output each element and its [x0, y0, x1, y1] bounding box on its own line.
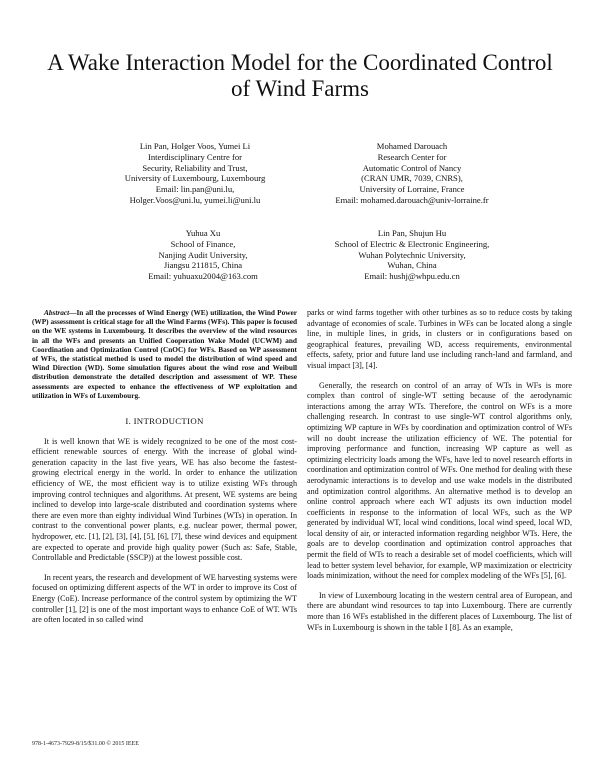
- abstract-text: —In all the processes of Wind Energy (WE) utilization, the Wind Power (WP) assessment is critical stage for all the Wind Farms (WFs). This paper is focused on the WE systems in Luxembourg. It describes the overview of the wind resources in all the WFs and presents an Unified Cooperation Wake Model (UCWM) and Coordination and Optimization Control (CnOC) for WFs. Based on WP assessment of WFs, the statistical method is used to model the distribution of wind speed and Wind Direction (WD). Some simulation figures about the wind rose and Weibull distribution demonstrate the detailed description and assessment of WP. These assessments are expected to enhance the effectiveness of WP exploitation and utilization in WFs of Luxembourg.: [32, 308, 297, 400]
- author-affiliation: University of Lorraine, France: [359, 184, 465, 195]
- section-heading: I. INTRODUCTION: [125, 416, 204, 427]
- author-affiliation: Wuhan Polytechnic University,: [358, 249, 466, 260]
- author-block-2: [312, 141, 512, 206]
- left-column: [32, 308, 297, 635]
- author-affiliation: Research Center for: [377, 151, 447, 162]
- author-affiliation: Security, Reliability and Trust,: [142, 162, 248, 173]
- author-affiliation: Wuhan, China: [387, 260, 437, 271]
- abstract: [32, 308, 297, 400]
- author-email: Email: lin.pan@uni.lu,: [155, 184, 235, 195]
- author-name: Yuhua Xu: [185, 228, 221, 238]
- paragraph: It is well known that WE is widely recognized to be one of the most cost-efficient renewable sources of energy. With the increase of global wind-generation capacity in the last five years, WE has also become the fastest-growing electrical energy in the world. In order to enhance the utilization efficiency of WE, the most efficient way is to utilize existing WFs through improving control techniques and algorithms. At present, WE systems are being inclined to develop into large-scale distributed and coordination systems where there are even more than eighty individual Wind Turbines (WTs) in operation. In contrast to the conventional power plants, e.g. nuclear power, thermal power, hydropower, etc. [1], [2], [3], [4], [5], [6], [7], these wind devices and equipment are expected to operate and provide high quality power (Such as: Safe, Stable, Controllable and Predictable (SSCP)) at the lowest possible cost.: [32, 436, 297, 563]
- author-affiliation: Nanjing Audit University,: [158, 249, 248, 260]
- author-email: Email: hushj@whpu.edu.cn: [364, 271, 460, 282]
- paragraph: Generally, the research on control of an array of WTs in WFs is more complex than control of single-WT setting because of the aerodynamic interactions among the array WTs. Therefore, the control on WFs is a more challenging research. In contrast to use single-WT control algorithms only, optimizing WP capture in WFs by coordination and optimization control of WFs will no doubt increase the utilization efficiency of WE. The potential for improving performance and function, increasing WP capture as well as optimizing electricity loads among the WFs, have led to novel research efforts in coordination and optimization control of WFs. One method for dealing with these aerodynamic interactions is to develop and use wake models in the distributed and optimization control algorithms. An alternative method is to develop an online control approach where each WT adjusts its own induction model coefficients in response to the information of local WFs, such as the WP generated by individual WT, local wind conditions, local wind speed, local WD, local density of air, or interacted information regarding neighbor WTs. Here, the goals are to develop coordination and optimization control approaches that permit the field of WTs to reach a desirable set of model coefficients, which will lead to better system level behavior, for example, WP maximization or electricity loads minimization, without the need for complex modeling of the WFs [5], [6].: [307, 380, 572, 581]
- right-column: [307, 308, 572, 642]
- abstract-lead: Abstract: [44, 308, 70, 317]
- author-block-3: [118, 228, 288, 282]
- author-name: Lin Pan, Shujun Hu: [377, 228, 447, 238]
- author-email: Holger.Voos@uni.lu, yumei.li@uni.lu: [129, 194, 261, 205]
- author-affiliation: University of Luxembourg, Luxembourg: [124, 173, 266, 184]
- author-affiliation: School of Electric & Electronic Engineering,: [334, 238, 490, 249]
- paragraph: In recent years, the research and development of WE harvesting systems were focused on optimizing different aspects of the WT in order to improve its Cost of Energy (CoE). Increase performance of the control system by optimizing the WT controller [1], [2] is one of the most important ways to enhance CoE of WT. WTs are often located in so called wind: [32, 572, 297, 625]
- paper-title: A Wake Interaction Model for the Coordinated Control of Wind Farms: [47, 50, 553, 101]
- author-affiliation: Jiangsu 211815, China: [163, 260, 243, 271]
- author-block-4: [317, 228, 507, 282]
- author-affiliation: Interdisciplinary Centre for: [147, 151, 243, 162]
- paragraph: parks or wind farms together with other turbines as so to reduce costs by taking advantage of economies of scale. Turbines in WFs can be located along a single line, in multiple lines, in grids, in clusters or in configurations based on geographical features, prevailing WD, access requirements, environmental effects, safety, prior and future land use including ranch-land and farmland, and visual impact [3], [4].: [307, 308, 572, 370]
- author-affiliation: School of Finance,: [170, 238, 236, 249]
- author-name: Mohamed Darouach: [376, 141, 448, 151]
- author-affiliation: Automatic Control of Nancy: [362, 162, 462, 173]
- author-name: Lin Pan, Holger Voos, Yumei Li: [139, 141, 251, 151]
- author-affiliation: (CRAN UMR, 7039, CNRS),: [361, 173, 463, 184]
- paragraph: In view of Luxembourg locating in the western central area of European, and there are abundant wind resources to tap into Luxembourg. There are currently more than 16 WFs established in the different places of Luxembourg. The list of WFs in Luxembourg is shown in the table I [8]. As an example,: [307, 590, 572, 632]
- author-block-1: [100, 141, 290, 206]
- author-email: Email: yuhuaxu2004@163.com: [148, 271, 258, 282]
- author-email: Email: mohamed.darouach@univ-lorraine.fr: [335, 194, 489, 205]
- copyright-footer: 978-1-4673-7929-8/15/$31.00 © 2015 IEEE: [32, 741, 139, 747]
